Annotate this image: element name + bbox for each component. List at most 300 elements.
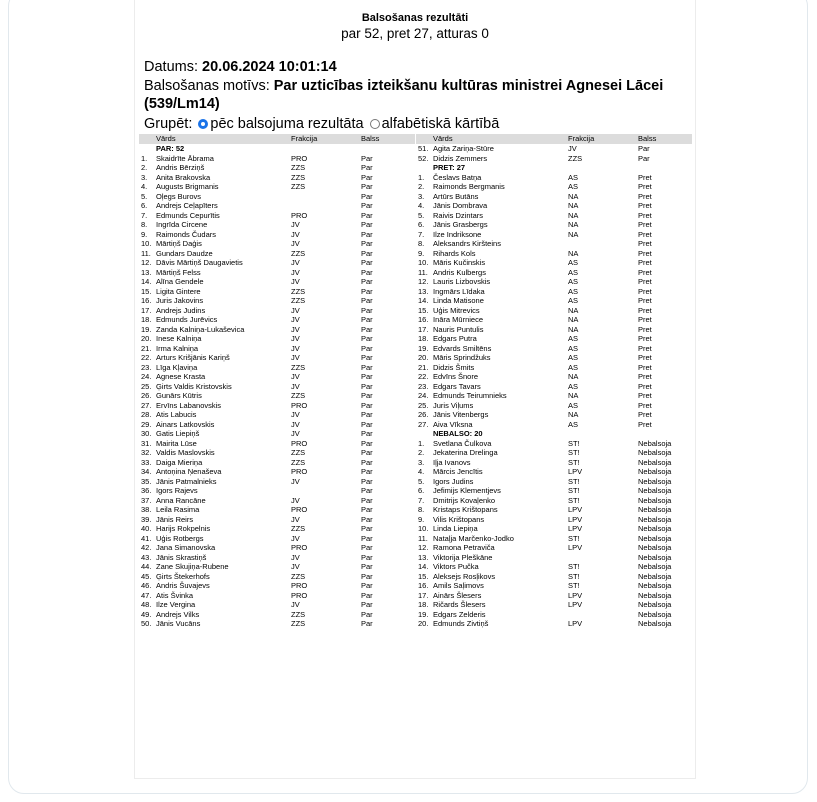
table-row — [139, 524, 415, 534]
row-number: 3. — [141, 172, 148, 182]
row-number: 20. — [141, 334, 152, 343]
table-row — [416, 173, 692, 183]
member-name: Andrejs Ceļapīters — [156, 201, 218, 210]
date-label: Datums: — [144, 59, 198, 75]
table-row — [139, 154, 415, 164]
table-header — [416, 134, 692, 144]
member-name: Anna Rancāne — [156, 495, 206, 505]
table-row — [139, 325, 415, 335]
table-row — [416, 249, 692, 259]
table-row — [139, 477, 415, 487]
member-name: Didzis Zemmers — [433, 153, 488, 163]
vote-summary: par 52, pret 27, atturas 0 — [341, 26, 489, 41]
row-number: 44. — [141, 562, 152, 571]
faction: PRO — [291, 590, 308, 600]
row-number: 13. — [141, 267, 152, 277]
row-number: 2. — [141, 163, 148, 172]
table-row — [139, 201, 415, 211]
table-row — [416, 353, 692, 363]
member-name: Ģirts Štekerhofs — [156, 571, 210, 581]
vote: Par — [361, 400, 373, 410]
member-name: Ainars Latkovskis — [156, 419, 215, 429]
row-number: 20. — [418, 619, 429, 628]
row-number: 8. — [141, 220, 148, 229]
row-number: 6. — [418, 220, 425, 229]
member-name: Aleksandrs Kiršteins — [433, 239, 501, 248]
faction: NA — [568, 391, 579, 400]
vote: Par — [361, 277, 373, 286]
member-name: Linda Matisone — [433, 296, 484, 305]
member-name: Atis Švinka — [156, 590, 194, 600]
row-number: 41. — [141, 533, 152, 543]
vote: Pret — [638, 410, 652, 419]
vote: Nebalsoja — [638, 571, 672, 581]
faction: AS — [568, 286, 579, 296]
row-number: 15. — [418, 571, 429, 581]
faction: AS — [568, 258, 579, 267]
table-row — [139, 220, 415, 230]
row-number: 34. — [141, 467, 152, 476]
faction: PRO — [291, 581, 308, 590]
motive-value: Par uzticības izteikšanu kultūras ministrei Agnesei Lācei (539/Lm14) — [144, 78, 664, 112]
member-name: Uģis Mitrevics — [433, 305, 480, 315]
row-number: 14. — [141, 277, 152, 286]
date-line — [144, 58, 337, 76]
faction: ST! — [568, 476, 580, 486]
member-name: Zanda Kalniņa-Lukaševica — [156, 324, 245, 334]
member-name: Edgars Tavars — [433, 381, 481, 391]
vote: Par — [361, 163, 373, 172]
member-name: Aleksejs Rosļikovs — [433, 571, 496, 581]
vote: Par — [361, 362, 373, 372]
table-row — [416, 591, 692, 601]
row-number: 2. — [418, 182, 425, 191]
vote: Par — [361, 543, 373, 552]
vote: Nebalsoja — [638, 600, 672, 609]
member-name: Kristaps Krištopans — [433, 505, 498, 514]
table-row — [416, 534, 692, 544]
results-table-left — [139, 134, 415, 629]
vote: Par — [361, 305, 373, 315]
table-row — [416, 467, 692, 477]
vote: Par — [361, 191, 373, 201]
row-number: 3. — [418, 191, 425, 201]
vote: Par — [361, 372, 373, 381]
row-number: 50. — [141, 619, 152, 628]
motive-line — [144, 77, 689, 113]
table-row — [139, 363, 415, 373]
member-name: Harijs Rokpelnis — [156, 524, 211, 533]
faction: AS — [568, 381, 579, 391]
table-row — [416, 439, 692, 449]
member-name: Didzis Šmits — [433, 362, 475, 372]
member-name: Edgars Zelderis — [433, 609, 486, 619]
table-row — [416, 144, 692, 154]
member-name: Anita Brakovska — [156, 172, 211, 182]
table-row — [416, 344, 692, 354]
member-name: Jānis Reirs — [156, 514, 194, 524]
faction: NA — [568, 229, 579, 239]
faction: ST! — [568, 448, 580, 457]
member-name: Igors Judins — [433, 476, 474, 486]
group-header-row — [416, 163, 692, 173]
vote: Pret — [638, 201, 652, 210]
member-name: Daiga Mieriņa — [156, 457, 203, 467]
table-row — [416, 334, 692, 344]
faction: NA — [568, 191, 579, 201]
vote: Pret — [638, 305, 652, 315]
row-number: 31. — [141, 438, 152, 448]
table-row — [139, 420, 415, 430]
member-name: Gunārs Kūtris — [156, 391, 202, 400]
row-number: 42. — [141, 543, 152, 552]
member-name: Mārtiņš Daģis — [156, 239, 202, 248]
faction: ZZS — [291, 571, 306, 581]
row-number: 6. — [418, 486, 425, 495]
radio-alphabetical[interactable] — [370, 119, 380, 129]
vote: Pret — [638, 210, 652, 220]
member-name: Raimonds Čudars — [156, 229, 217, 239]
table-row — [139, 410, 415, 420]
faction: AS — [568, 182, 579, 191]
faction: ST! — [568, 581, 580, 590]
faction: PRO — [291, 467, 308, 476]
table-row — [139, 211, 415, 221]
group-header-row — [416, 429, 692, 439]
post-card — [8, 0, 808, 794]
faction: LPV — [568, 505, 583, 514]
vote: Nebalsoja — [638, 543, 672, 552]
faction: JV — [291, 258, 300, 267]
vote: Par — [361, 533, 373, 543]
vote: Par — [361, 210, 373, 220]
table-row — [139, 581, 415, 591]
vote: Pret — [638, 334, 652, 343]
member-name: Rihards Kols — [433, 248, 476, 258]
faction: ZZS — [291, 457, 306, 467]
row-number: 24. — [141, 372, 152, 381]
table-row — [139, 382, 415, 392]
radio-alphabetical-label[interactable]: alfabētiskā kārtībā — [381, 116, 500, 132]
table-row — [416, 192, 692, 202]
member-name: Skaidrīte Ābrama — [156, 153, 214, 163]
row-number: 21. — [418, 362, 429, 372]
row-number: 11. — [418, 267, 428, 277]
table-row — [416, 600, 692, 610]
row-number: 48. — [141, 600, 152, 609]
faction: ZZS — [291, 286, 306, 296]
member-name: Edvards Smiltēns — [433, 343, 492, 353]
vote: Par — [361, 324, 373, 334]
faction: JV — [291, 476, 300, 486]
row-number: 4. — [141, 182, 148, 191]
row-number: 3. — [418, 457, 425, 467]
table-row — [416, 553, 692, 563]
member-name: PRET: 27 — [433, 163, 466, 172]
faction: NA — [568, 305, 579, 315]
faction: JV — [568, 144, 577, 153]
row-number: 26. — [418, 410, 429, 419]
member-name: Andrejs Judins — [156, 305, 206, 315]
vote: Par — [361, 476, 373, 486]
faction: AS — [568, 400, 579, 410]
member-name: Jānis Grasbergs — [433, 220, 488, 229]
table-row — [139, 268, 415, 278]
member-name: Jānis Patmalnieks — [156, 476, 217, 486]
faction: ZZS — [291, 163, 306, 172]
row-number: 8. — [418, 505, 425, 514]
table-row — [416, 372, 692, 382]
member-name: Mairita Lūse — [156, 438, 197, 448]
row-number: 17. — [418, 590, 429, 600]
table-row — [416, 477, 692, 487]
table-row — [416, 391, 692, 401]
row-number: 16. — [141, 296, 152, 305]
table-row — [416, 258, 692, 268]
member-name: Jānis Skrastiņš — [156, 552, 207, 562]
table-row — [139, 467, 415, 477]
row-number: 23. — [141, 362, 152, 372]
member-name: Augusts Brigmanis — [156, 182, 219, 191]
row-number: 4. — [418, 201, 425, 210]
table-row — [416, 230, 692, 240]
member-name: Juris Viļums — [433, 400, 474, 410]
vote: Par — [361, 467, 373, 476]
faction: AS — [568, 419, 579, 429]
date-value: 20.06.2024 10:01:14 — [202, 59, 337, 75]
member-name: Edgars Putra — [433, 334, 477, 343]
row-number: 17. — [418, 324, 429, 334]
member-name: Edmunds Cepurītis — [156, 210, 220, 220]
vote: Par — [361, 381, 373, 391]
row-number: 18. — [141, 315, 152, 324]
table-row — [416, 448, 692, 458]
motive-label: Balsošanas motīvs: — [144, 78, 270, 94]
row-number: 13. — [418, 286, 429, 296]
member-name: Linda Liepiņa — [433, 524, 478, 533]
vote: Par — [361, 600, 373, 609]
row-number: 25. — [418, 400, 429, 410]
table-row — [416, 201, 692, 211]
faction: ZZS — [291, 248, 306, 258]
voting-results-document[interactable] — [134, 0, 696, 779]
faction: AS — [568, 172, 579, 182]
table-row — [139, 572, 415, 582]
member-name: Alīna Gendele — [156, 277, 204, 286]
table-row — [139, 553, 415, 563]
vote: Pret — [638, 391, 652, 400]
radio-by-result-label[interactable]: pēc balsojuma rezultāta — [210, 116, 364, 132]
faction: NA — [568, 324, 579, 334]
table-row — [139, 258, 415, 268]
vote: Pret — [638, 400, 652, 410]
vote: Pret — [638, 267, 652, 277]
row-number: 45. — [141, 571, 152, 581]
faction: JV — [291, 324, 300, 334]
row-number: 9. — [141, 229, 148, 239]
faction: NA — [568, 220, 579, 229]
row-number: 19. — [418, 343, 429, 353]
radio-by-result[interactable] — [198, 119, 208, 129]
table-row — [139, 486, 415, 496]
vote: Par — [361, 343, 373, 353]
vote: Pret — [638, 419, 652, 429]
vote: Par — [361, 552, 373, 562]
row-number: 46. — [141, 581, 152, 590]
faction: AS — [568, 267, 579, 277]
vote: Par — [361, 505, 373, 514]
row-number: 38. — [141, 505, 152, 514]
vote: Par — [361, 258, 373, 267]
row-number: 43. — [141, 552, 152, 562]
vote: Nebalsoja — [638, 495, 672, 505]
member-name: Andrejs Vilks — [156, 609, 200, 619]
table-row — [416, 420, 692, 430]
document-title: Balsošanas rezultāti — [361, 12, 469, 24]
vote: Par — [361, 562, 373, 571]
table-row — [416, 220, 692, 230]
row-number: 39. — [141, 514, 152, 524]
row-number: 7. — [418, 229, 425, 239]
faction: PRO — [291, 153, 308, 163]
member-name: Iļja Ivanovs — [433, 457, 471, 467]
table-row — [139, 543, 415, 553]
faction: ST! — [568, 457, 580, 467]
table-row — [139, 505, 415, 515]
member-name: Ramona Petraviča — [433, 543, 495, 552]
table-row — [416, 154, 692, 164]
faction: JV — [291, 410, 300, 419]
table-row — [416, 239, 692, 249]
row-number: 5. — [141, 191, 148, 201]
member-name: Amils Saļimovs — [433, 581, 484, 590]
vote: Par — [361, 410, 373, 419]
member-name: Edvīns Šnore — [433, 372, 479, 381]
faction: JV — [291, 381, 300, 391]
vote: Par — [361, 334, 373, 343]
table-row — [139, 458, 415, 468]
row-number: 18. — [418, 600, 429, 609]
vote: Nebalsoja — [638, 457, 672, 467]
row-number: 18. — [418, 334, 429, 343]
table-row — [416, 496, 692, 506]
member-name: Oļegs Burovs — [156, 191, 202, 201]
vote: Nebalsoja — [638, 486, 672, 495]
row-number: 12. — [418, 277, 429, 286]
faction: ST! — [568, 438, 580, 448]
vote: Par — [361, 315, 373, 324]
faction: AS — [568, 343, 579, 353]
vote: Pret — [638, 191, 652, 201]
row-number: 10. — [418, 258, 429, 267]
row-number: 1. — [418, 172, 425, 182]
member-name: Aiva Vīksna — [433, 419, 473, 429]
faction: JV — [291, 305, 300, 315]
table-row — [416, 363, 692, 373]
vote: Par — [361, 239, 373, 248]
faction: JV — [291, 533, 300, 543]
vote: Pret — [638, 172, 652, 182]
table-row — [139, 619, 415, 629]
row-number: 51. — [418, 144, 429, 153]
table-row — [416, 524, 692, 534]
member-name: Ligita Gintere — [156, 286, 201, 296]
row-number: 11. — [141, 248, 151, 258]
table-row — [139, 429, 415, 439]
table-row — [139, 287, 415, 297]
member-name: Antoņina Ņenaševa — [156, 467, 222, 476]
header-vote: Balss — [638, 134, 657, 143]
vote: Pret — [638, 229, 652, 239]
faction: ST! — [568, 562, 580, 571]
table-row — [416, 610, 692, 620]
vote: Par — [361, 571, 373, 581]
faction: ST! — [568, 486, 580, 495]
row-number: 15. — [141, 286, 152, 296]
row-number: 49. — [141, 609, 152, 619]
row-number: 36. — [141, 486, 152, 495]
table-row — [139, 534, 415, 544]
member-name: Zane Skujiņa-Rubene — [156, 562, 229, 571]
member-name: Jefimijs Klementjevs — [433, 486, 501, 495]
row-number: 22. — [418, 372, 429, 381]
table-row — [139, 230, 415, 240]
table-row — [416, 515, 692, 525]
header-faction: Frakcija — [568, 134, 595, 143]
faction: JV — [291, 334, 300, 343]
vote: Par — [361, 438, 373, 448]
table-row — [139, 600, 415, 610]
row-number: 37. — [141, 495, 152, 505]
member-name: Lauris Lizbovskis — [433, 277, 491, 286]
vote: Nebalsoja — [638, 609, 672, 619]
faction: JV — [291, 220, 300, 229]
faction: ZZS — [291, 296, 306, 305]
vote: Par — [361, 220, 373, 229]
vote: Pret — [638, 182, 652, 191]
vote: Pret — [638, 315, 652, 324]
member-name: Uģis Rotbergs — [156, 533, 204, 543]
vote: Pret — [638, 362, 652, 372]
vote: Pret — [638, 324, 652, 334]
table-row — [416, 572, 692, 582]
faction: JV — [291, 552, 300, 562]
member-name: Juris Jakovins — [156, 296, 204, 305]
member-name: Ilze Vergina — [156, 600, 196, 609]
member-name: Inese Kalniņa — [156, 334, 202, 343]
vote: Par — [361, 201, 373, 210]
vote: Nebalsoja — [638, 590, 672, 600]
faction: LPV — [568, 619, 583, 628]
table-row — [139, 306, 415, 316]
member-name: Artūrs Butāns — [433, 191, 479, 201]
faction: AS — [568, 353, 579, 362]
member-name: Ingrīda Circene — [156, 220, 208, 229]
results-table-right — [416, 134, 692, 629]
member-name: Ilze Indriksone — [433, 229, 482, 239]
faction: JV — [291, 419, 300, 429]
member-name: Ģirts Valdis Kristovskis — [156, 381, 232, 391]
row-number: 12. — [418, 543, 429, 552]
table-row — [139, 277, 415, 287]
faction: JV — [291, 600, 300, 609]
table-row — [139, 610, 415, 620]
vote: Nebalsoja — [638, 581, 672, 590]
faction: NA — [568, 201, 579, 210]
row-number: 14. — [418, 562, 429, 571]
group-label: Grupēt: — [144, 116, 193, 132]
faction: AS — [568, 296, 579, 305]
